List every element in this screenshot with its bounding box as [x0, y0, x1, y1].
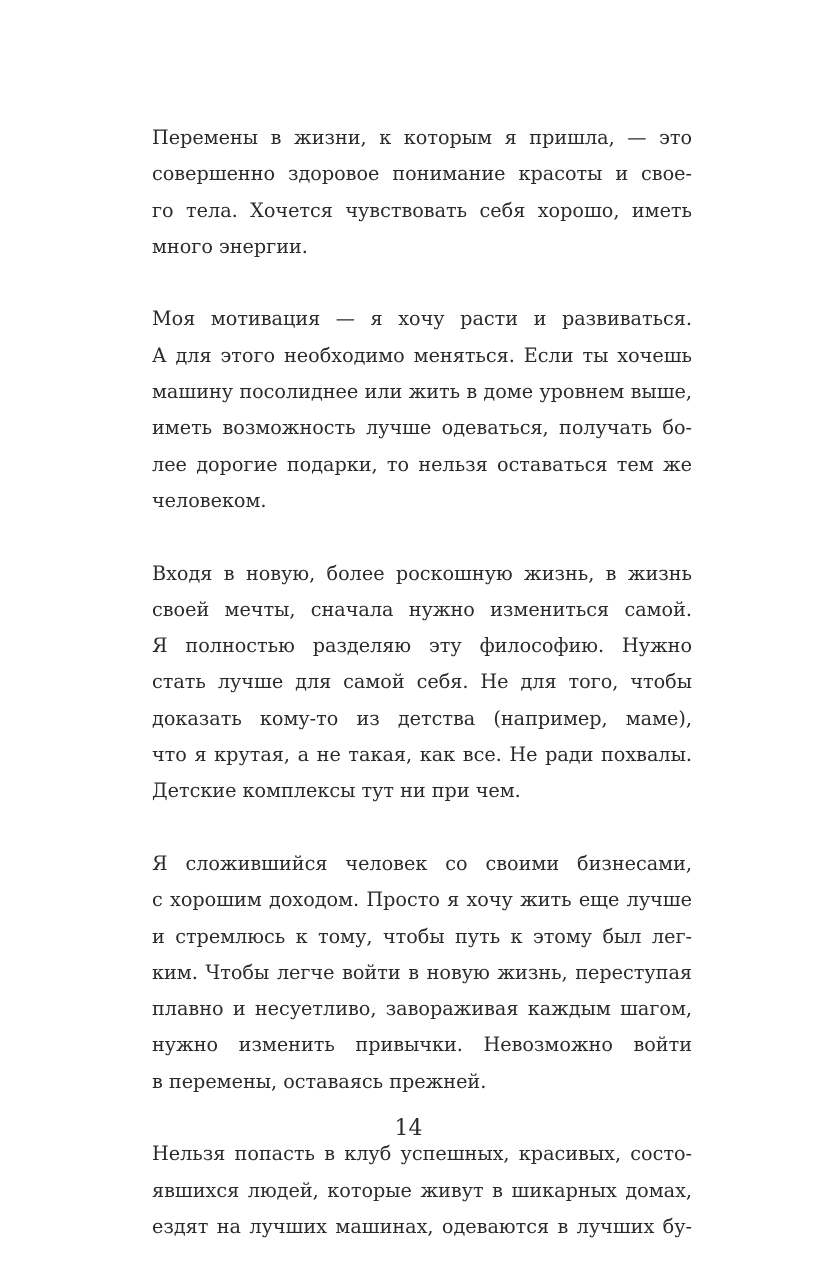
text-line: плавно и несуетливо, завораживая каждым шагом,	[152, 997, 692, 1021]
text-line: доказать кому-то из детства (например, маме),	[152, 706, 692, 730]
text-line: много энергии.	[152, 234, 308, 258]
text-line: Перемены в жизни, к которым я пришла, — это	[152, 126, 692, 149]
text-line: своей мечты, сначала нужно измениться самой.	[152, 597, 692, 621]
text-line: явшихся людей, которые живут в шикарных домах,	[152, 1178, 692, 1202]
text-line: что я крутая, а не такая, как все. Не ради похвалы.	[152, 743, 692, 767]
body-text	[152, 120, 692, 1282]
text-line: ездят на лучших машинах, одеваются в лучших бу-	[152, 1214, 692, 1238]
text-line: Я полностью разделяю эту философию. Нужно	[152, 634, 692, 658]
text-line: машину посолиднее или жить в доме уровнем выше,	[152, 380, 692, 404]
page-number: 14	[394, 1116, 423, 1141]
paragraph-4	[152, 846, 692, 1100]
text-line: в перемены, оставаясь прежней.	[152, 1069, 487, 1093]
paragraph-3	[152, 556, 692, 810]
paragraph-5	[152, 1136, 692, 1245]
text-line: Входя в новую, более роскошную жизнь, в жизнь	[152, 561, 692, 585]
text-line: А для этого необходимо меняться. Если ты хочешь	[152, 343, 692, 367]
text-line: человеком.	[152, 488, 267, 512]
text-line: стать лучше для самой себя. Не для того, чтобы	[152, 670, 692, 694]
text-line: Нельзя попасть в клуб успешных, красивых, состо-	[152, 1142, 692, 1166]
text-line: иметь возможность лучше одеваться, получать бо-	[152, 416, 692, 440]
text-line: Детские комплексы тут ни при чем.	[152, 779, 521, 803]
paragraph-1	[152, 120, 692, 265]
text-line: ким. Чтобы легче войти в новую жизнь, переступая	[152, 960, 692, 984]
text-line: Я сложившийся человек со своими бизнесами,	[152, 851, 692, 875]
text-line: и стремлюсь к тому, чтобы путь к этому был лег-	[152, 924, 692, 948]
text-line: с хорошим доходом. Просто я хочу жить еще лучше	[152, 888, 692, 912]
paragraph-2	[152, 301, 692, 519]
text-line: нужно изменить привычки. Невозможно войти	[152, 1033, 692, 1057]
text-line: лее дорогие подарки, то нельзя оставаться тем же	[152, 452, 692, 476]
text-line: го тела. Хочется чувствовать себя хорошо, иметь	[152, 198, 692, 222]
text-line: совершенно здоровое понимание красоты и свое-	[152, 162, 692, 186]
text-line: Моя мотивация — я хочу расти и развиваться.	[152, 307, 692, 331]
